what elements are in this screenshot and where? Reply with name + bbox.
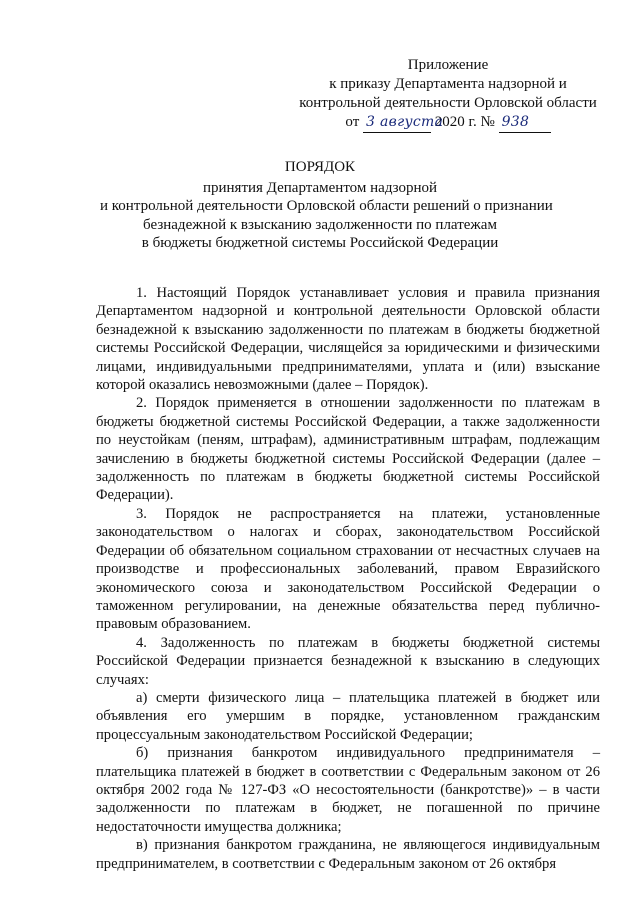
paragraph-3: 3. Порядок не распространяется на платежи, установленные законодательством о налогах и сборах, законодательством Российской Федерации об обязательном социальном страховании от несчастных случаев на производстве и профессиональных заболеваний, правом Евразийского экономического союза и законодательством Российской Федерации о таможенном регулировании, на денежные обязательства перед публично-правовым образованием.	[96, 505, 600, 633]
appendix-order-ref-line1: к приказу Департамента надзорной и	[329, 76, 567, 92]
paragraph-4: 4. Задолженность по платежам в бюджеты бюджетной системы Российской Федерации признается безнадежной к взысканию в следующих случаях:	[96, 634, 600, 688]
title-line: в бюджеты бюджетной системы Российской Федерации	[141, 235, 499, 251]
title-line: принятия Департаментом надзорной	[202, 179, 438, 196]
appendix-order-ref-line2: контрольной деятельности Орловской области	[299, 95, 597, 111]
handwritten-order-number: 938	[499, 113, 551, 133]
document-body	[96, 284, 600, 873]
title-heading: ПОРЯДОК	[284, 159, 356, 175]
date-prefix: от	[345, 114, 360, 130]
subparagraph-a: а) смерти физического лица – плательщика платежей в бюджет или объявления его умершим в порядке, установленном гражданским процессуальным законодательством Российской Федерации;	[96, 689, 600, 743]
document-title	[100, 158, 553, 253]
order-date-line	[288, 113, 608, 133]
paragraph-2: 2. Порядок применяется в отношении задолженности по платежам в бюджеты бюджетной системы Российской Федерации, а также задолженности по неустойкам (пеням, штрафам), административным штрафам, подлежащим зачислению в бюджеты бюджетной системы Российской Федерации (далее – задолженность по платежам в бюджеты бюджетной системы Российской Федерации).	[96, 395, 600, 504]
appendix-header	[288, 56, 608, 133]
title-line: безнадежной к взысканию задолженности по платежам	[143, 216, 497, 233]
subparagraph-b: б) признания банкротом индивидуального предпринимателя – плательщика платежей в бюджет в соответствии с Федеральным законом от 26 октября 2002 года № 127-ФЗ «О несостоятельности (банкротстве)» – в части задолженности по платежам в бюджет, не погашенной по причине недостаточности имущества должника;	[96, 745, 600, 835]
handwritten-date: 3 августа	[363, 113, 431, 133]
title-line: и контрольной деятельности Орловской области решений о признании	[100, 198, 553, 214]
paragraph-1: 1. Настоящий Порядок устанавливает условия и правила признания Департаментом надзорной и контрольной деятельности Орловской области безнадежной к взысканию задолженности по платежам в бюджеты бюджетной системы Российской Федерации, числящейся за юридическими и физическими лицами, индивидуальными предпринимателями, уплата и (или) взыскание которой оказались невозможными (далее – Порядок).	[96, 285, 600, 394]
appendix-label: Приложение	[407, 57, 489, 73]
subparagraph-c: в) признания банкротом гражданина, не являющегося индивидуальным предпринимателем, в соответствии с Федеральным законом от 26 октября	[96, 837, 600, 872]
date-year: 2020 г. №	[434, 114, 495, 130]
